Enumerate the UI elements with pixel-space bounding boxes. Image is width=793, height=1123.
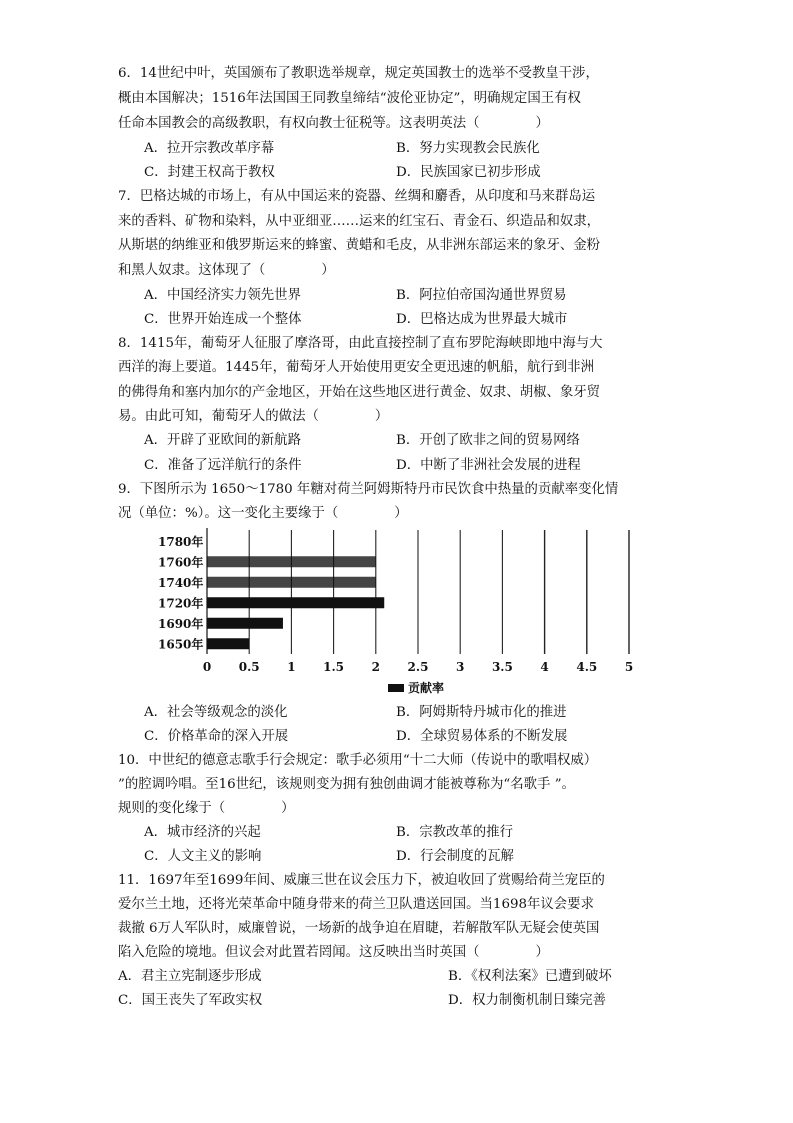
legend-label: 贡献率 bbox=[408, 681, 445, 695]
q9-stem-end: 况（单位：%）。这一变化主要缘于（ bbox=[118, 506, 339, 521]
q10-option-a[interactable]: A．城市经济的兴起 bbox=[144, 825, 261, 840]
category-label: 1740年 bbox=[158, 575, 204, 590]
bar-3 bbox=[207, 597, 384, 608]
tick-label: 4 bbox=[540, 660, 549, 674]
q6-line-3 bbox=[118, 114, 678, 134]
tick-label: 1 bbox=[287, 660, 296, 674]
q6-line-1: 6．14世纪中叶，英国颁布了教职选举规章，规定英国教士的选举不受教皇干涉， bbox=[118, 66, 599, 81]
q7-line-1: 7．巴格达城的市场上，有从中国运来的瓷器、丝绸和麝香，从印度和马来群岛运 bbox=[118, 189, 596, 204]
q11-option-b[interactable]: B．《权利法案》已遭到破坏 bbox=[448, 969, 612, 984]
q11-line-2: 爱尔兰土地，还将光荣革命中随身带来的荷兰卫队遣送回国。当1698年议会要求 bbox=[118, 897, 594, 912]
q11-paren-close: ） bbox=[535, 945, 549, 960]
q8-option-a[interactable]: A．开辟了亚欧间的新航路 bbox=[144, 433, 301, 448]
tick-label: 3 bbox=[456, 660, 465, 674]
q9-line-1: 9．下图所示为 1650～1780 年糖对荷兰阿姆斯特丹市民饮食中热量的贡献率变化情 bbox=[118, 482, 619, 497]
q10-option-b[interactable]: B．宗教改革的推行 bbox=[396, 825, 513, 840]
q6-stem-end: 任命本国教会的高级教职，有权向教士征税等。这表明英法（ bbox=[118, 116, 480, 131]
q9-option-b[interactable]: B．阿姆斯特丹城市化的推进 bbox=[396, 705, 567, 720]
q10-option-d[interactable]: D．行会制度的瓦解 bbox=[396, 849, 514, 864]
tick-label: 2 bbox=[371, 660, 380, 674]
legend-swatch bbox=[388, 684, 404, 692]
q10-paren-close: ） bbox=[281, 801, 295, 816]
q11-stem-end: 陷入危险的境地。但议会对此置若罔闻。这反映出当时英国（ bbox=[118, 945, 480, 960]
category-label: 1760年 bbox=[158, 555, 204, 570]
q7-option-d[interactable]: D．巴格达成为世界最大城市 bbox=[396, 312, 568, 327]
bar-1 bbox=[207, 556, 376, 567]
q7-line-3: 从斯堪的纳维亚和俄罗斯运来的蜂蜜、黄蜡和毛皮，从非洲东部运来的象牙、金粉 bbox=[118, 238, 601, 253]
q8-line-3: 的佛得角和塞内加尔的产金地区，开始在这些地区进行黄金、奴隶、胡椒、象牙贸 bbox=[118, 385, 601, 400]
q11-line-3: 裁撤 6万人军队时，威廉曾说，一场新的战争迫在眉睫，若解散军队无疑会使英国 bbox=[118, 921, 600, 936]
q7-line-4 bbox=[118, 261, 678, 281]
q10-option-c[interactable]: C．人文主义的影响 bbox=[144, 849, 262, 864]
tick-label: 5 bbox=[624, 660, 634, 674]
category-label: 1780年 bbox=[158, 534, 204, 549]
q8-paren-close: ） bbox=[374, 409, 389, 424]
q6-option-c[interactable]: C．封建王权高于教权 bbox=[144, 165, 275, 180]
q8-line-2: 西洋的海上要道。1445年，葡萄牙人开始使用更安全更迅速的帆船，航行到非洲 bbox=[118, 360, 594, 375]
chart-gridlines bbox=[249, 530, 629, 654]
q6-option-b[interactable]: B．努力实现教会民族化 bbox=[396, 141, 540, 156]
q11-line-4 bbox=[118, 943, 678, 963]
q11-line-1: 11．1697年至1699年间、威廉三世在议会压力下，被迫收回了赏赐给荷兰宠臣的 bbox=[118, 873, 605, 888]
chart-tick-labels bbox=[203, 660, 633, 674]
q7-option-c[interactable]: C．世界开始连成一个整体 bbox=[144, 312, 302, 327]
q10-line-2: ”的腔调吟唱。至16世纪，该规则变为拥有独创曲调才能被尊称为“名歌手 ”。 bbox=[118, 777, 575, 792]
q11-option-c[interactable]: C．国王丧失了军政实权 bbox=[118, 993, 263, 1008]
q7-paren-close: ） bbox=[321, 263, 335, 278]
q9-paren-close: ） bbox=[394, 506, 408, 521]
q6-paren-close: ） bbox=[535, 116, 549, 131]
chart-bars bbox=[207, 556, 384, 649]
q8-line-1: 8．1415年，葡萄牙人征服了摩洛哥，由此直接控制了直布罗陀海峡即地中海与大 bbox=[118, 336, 603, 351]
q9-option-d[interactable]: D．全球贸易体系的不断发展 bbox=[396, 729, 568, 744]
category-label: 1690年 bbox=[158, 616, 204, 631]
q8-option-c[interactable]: C．准备了远洋航行的条件 bbox=[144, 458, 302, 473]
bar-5 bbox=[207, 638, 249, 649]
q8-option-d[interactable]: D．中断了非洲社会发展的进程 bbox=[396, 458, 581, 473]
q9-option-c[interactable]: C．价格革命的深入开展 bbox=[144, 729, 289, 744]
q7-stem-end: 和黑人奴隶。这体现了（ bbox=[118, 263, 266, 278]
bar-2 bbox=[207, 577, 376, 588]
q10-stem-end: 规则的变化缘于（ bbox=[118, 801, 226, 816]
q6-line-2: 概由本国解决；1516年法国国王同教皇缔结“波伦亚协定”，明确规定国王有权 bbox=[118, 91, 581, 106]
chart-category-labels bbox=[158, 534, 203, 652]
q9-line-2 bbox=[118, 504, 678, 524]
category-label: 1720年 bbox=[158, 596, 204, 611]
tick-label: 0.5 bbox=[238, 660, 260, 674]
tick-label: 0 bbox=[202, 660, 212, 674]
q8-stem-end: 易。由此可知，葡萄牙人的做法（ bbox=[118, 409, 319, 424]
tick-label: 4.5 bbox=[576, 660, 598, 674]
q11-option-d[interactable]: D．权力制衡机制日臻完善 bbox=[448, 993, 607, 1008]
tick-label: 3.5 bbox=[491, 660, 513, 674]
q9-option-a[interactable]: A．社会等级观念的淡化 bbox=[144, 705, 288, 720]
tick-label: 2.5 bbox=[407, 660, 429, 674]
sugar-calorie-chart bbox=[150, 528, 650, 700]
bar-4 bbox=[207, 618, 283, 629]
q7-option-a[interactable]: A．中国经济实力领先世界 bbox=[144, 288, 301, 303]
q11-option-a[interactable]: A．君主立宪制逐步形成 bbox=[118, 969, 262, 984]
q8-line-4 bbox=[118, 407, 678, 427]
q6-option-d[interactable]: D．民族国家已初步形成 bbox=[396, 165, 541, 180]
q8-option-b[interactable]: B．开创了欧非之间的贸易网络 bbox=[396, 433, 580, 448]
tick-label: 1.5 bbox=[323, 660, 345, 674]
q7-option-b[interactable]: B．阿拉伯帝国沟通世界贸易 bbox=[396, 288, 567, 303]
q10-line-3 bbox=[118, 799, 678, 819]
q10-line-1: 10．中世纪的德意志歌手行会规定：歌手必须用“十二大师（传说中的歌唱权威） bbox=[118, 753, 598, 768]
category-label: 1650年 bbox=[158, 637, 204, 652]
q6-option-a[interactable]: A．拉开宗教改革序幕 bbox=[144, 141, 275, 156]
q7-line-2: 来的香料、矿物和染料，从中亚细亚……运来的红宝石、青金石、织造品和奴隶， bbox=[118, 214, 601, 229]
